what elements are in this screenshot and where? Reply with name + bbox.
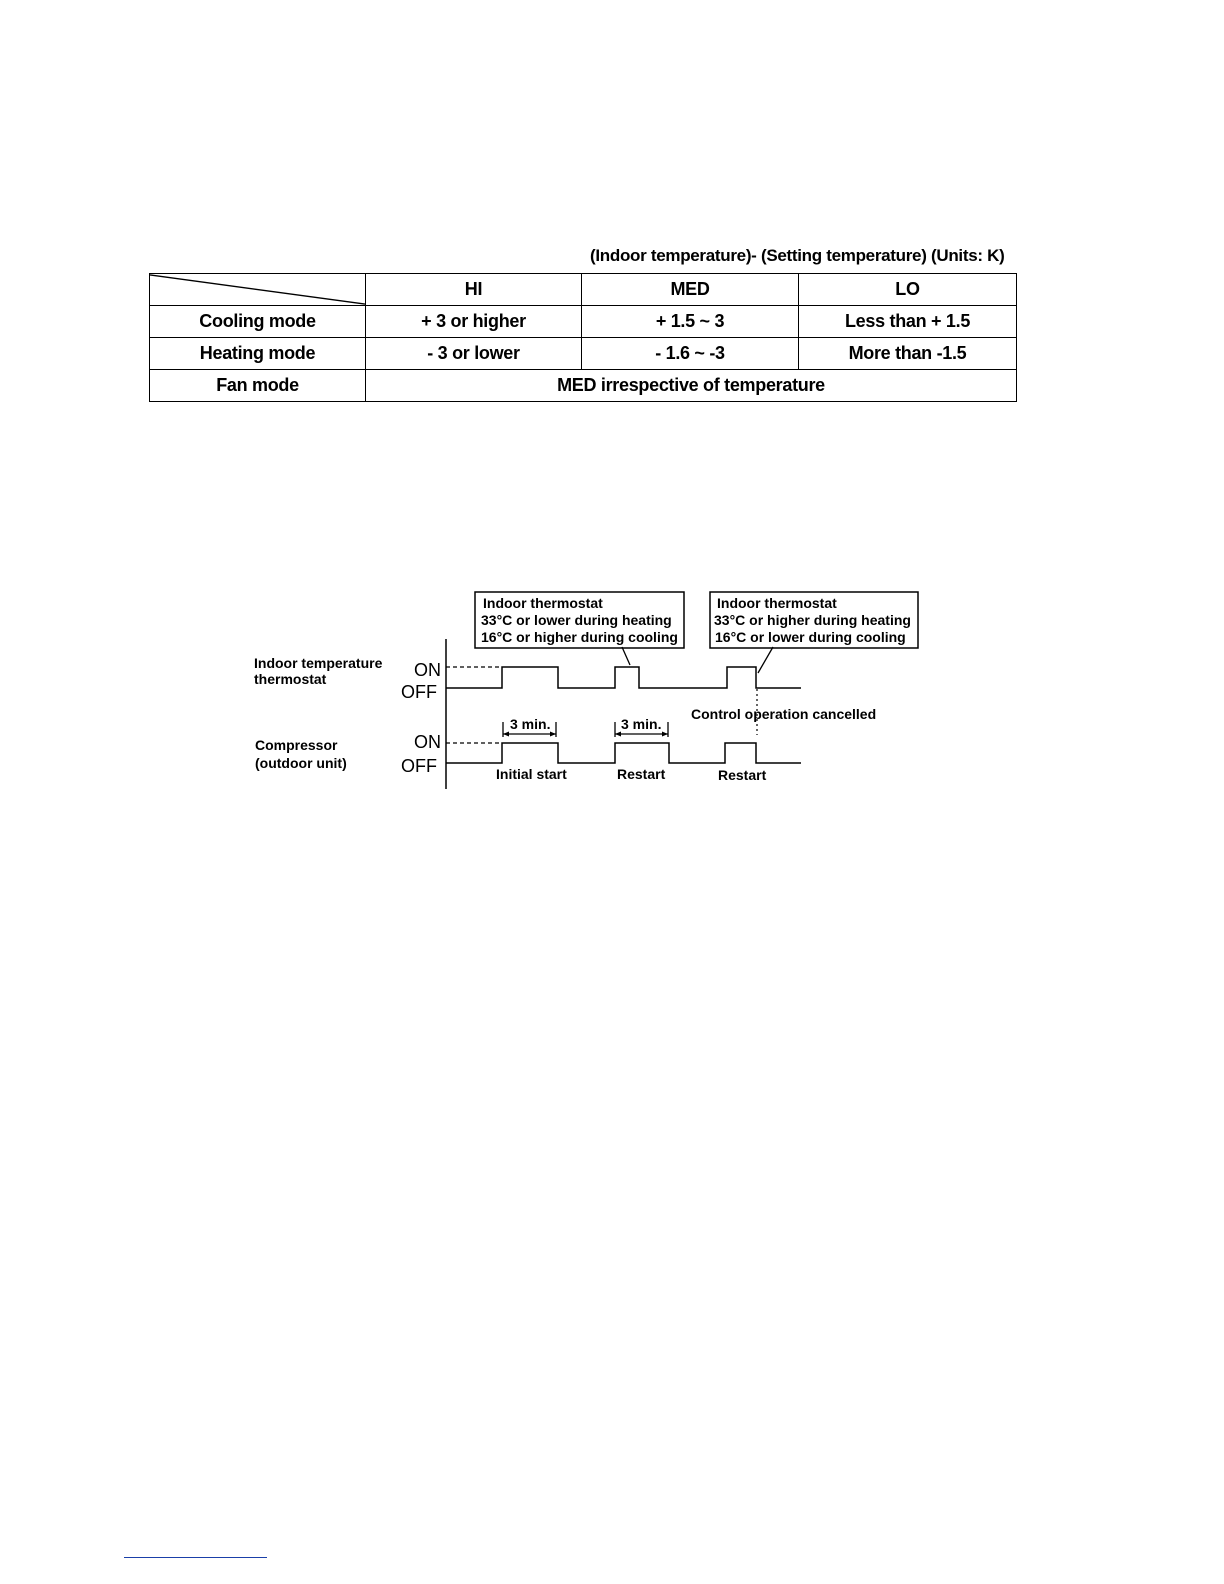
thermostat-label-line1: Indoor temperature: [254, 655, 383, 671]
table-corner-cell: [150, 274, 366, 306]
box-left-line1: Indoor thermostat: [483, 595, 603, 611]
cell-heating-med: - 1.6 ~ -3: [582, 338, 799, 370]
cell-cooling-med: + 1.5 ~ 3: [582, 306, 799, 338]
delay-label-1: 3 min.: [510, 716, 551, 732]
pointer-right: [758, 647, 773, 673]
initial-start-label: Initial start: [496, 766, 567, 782]
cell-heating-hi: - 3 or lower: [366, 338, 582, 370]
compressor-waveform: [446, 743, 801, 763]
column-header-lo: LO: [799, 274, 1017, 306]
box-left-line2: 33°C or lower during heating: [481, 612, 672, 628]
row-label-cooling: Cooling mode: [150, 306, 366, 338]
units-note: (Indoor temperature)- (Setting temperature) (Units: K): [590, 246, 1005, 265]
restart-label-1: Restart: [617, 766, 666, 782]
cell-cooling-lo: Less than + 1.5: [799, 306, 1017, 338]
row-label-heating: Heating mode: [150, 338, 366, 370]
column-header-med: MED: [582, 274, 799, 306]
thermostat-waveform: [446, 667, 801, 688]
cell-fan-value: MED irrespective of temperature: [366, 370, 1017, 402]
thermostat-off-label: OFF: [401, 682, 437, 702]
box-left-line3: 16°C or higher during cooling: [481, 629, 678, 645]
box-right-line2: 33°C or higher during heating: [714, 612, 911, 628]
thermostat-label-line2: thermostat: [254, 671, 327, 687]
cell-cooling-hi: + 3 or higher: [366, 306, 582, 338]
diagonal-line: [150, 274, 365, 305]
table-header-row: [150, 274, 1017, 306]
timing-diagram: [240, 585, 940, 795]
compressor-label-line2: (outdoor unit): [255, 755, 347, 771]
box-right-line3: 16°C or lower during cooling: [715, 629, 906, 645]
restart-label-2: Restart: [718, 767, 767, 783]
compressor-on-label: ON: [414, 732, 441, 752]
column-header-hi: HI: [366, 274, 582, 306]
pointer-left: [622, 647, 630, 665]
delay-label-2: 3 min.: [621, 716, 662, 732]
cell-heating-lo: More than -1.5: [799, 338, 1017, 370]
row-label-fan: Fan mode: [150, 370, 366, 402]
fan-speed-table: [149, 273, 1017, 402]
table-row-cooling: [150, 306, 1017, 338]
compressor-off-label: OFF: [401, 756, 437, 776]
compressor-label-line1: Compressor: [255, 737, 338, 753]
table-row-fan: [150, 370, 1017, 402]
footer-rule: [124, 1557, 267, 1558]
table-row-heating: [150, 338, 1017, 370]
box-right-line1: Indoor thermostat: [717, 595, 837, 611]
thermostat-on-label: ON: [414, 660, 441, 680]
control-cancelled-label: Control operation cancelled: [691, 706, 877, 722]
